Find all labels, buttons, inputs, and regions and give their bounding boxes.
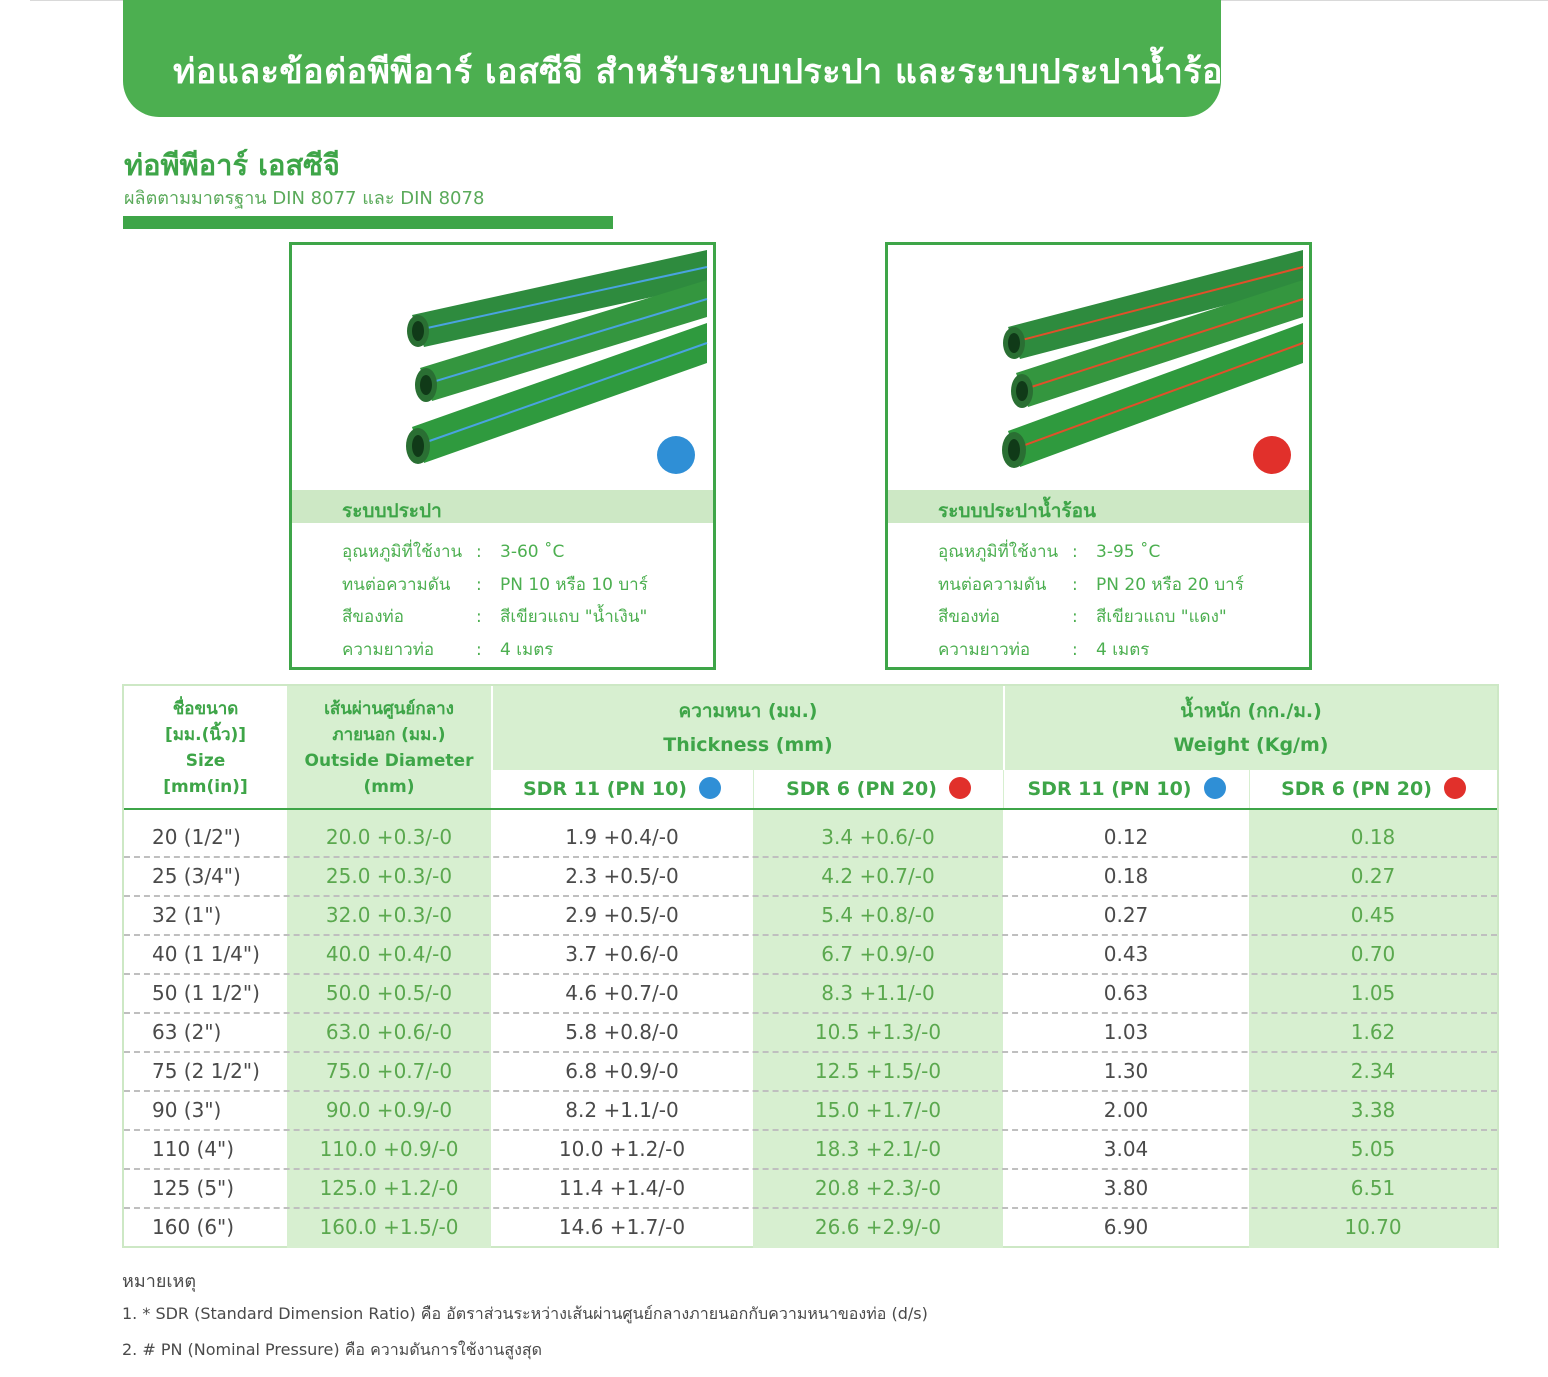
spec-row: สีของท่อ : สีเขียวแถบ "แดง": [938, 607, 1227, 627]
table-cell-w6: 1.05: [1350, 981, 1396, 1005]
table-cell-t11: 5.8 +0.8/-0: [565, 1020, 679, 1044]
card-title: ระบบประปาน้ำร้อน: [938, 500, 1096, 522]
header-weight: น้ำหนัก (กก./ม.) Weight (Kg/m): [1003, 686, 1497, 770]
spec-row: สีของท่อ : สีเขียวแถบ "น้ำเงิน": [342, 607, 648, 627]
table-row: [124, 1091, 1497, 1130]
table-cell-w6: 2.34: [1350, 1059, 1396, 1083]
spec-row: ทนต่อความดัน : PN 10 หรือ 10 บาร์: [342, 575, 648, 595]
card-water-supply: [289, 242, 716, 670]
note-sdr: 1. * SDR (Standard Dimension Ratio) คือ อัตราส่วนระหว่างเส้นผ่านศูนย์กลางภายนอกกับความหนาของท่อ (d/s): [122, 1304, 928, 1323]
table-row: [124, 818, 1497, 857]
spec-row: ความยาวท่อ : 4 เมตร: [342, 640, 554, 660]
table-cell-t6: 4.2 +0.7/-0: [821, 864, 935, 888]
table-cell-od: 160.0 +1.5/-0: [319, 1215, 459, 1239]
header-banner: [123, 0, 1247, 117]
table-cell-t11: 3.7 +0.6/-0: [565, 942, 679, 966]
header-outside-diameter: เส้นผ่านศูนย์กลาง ภายนอก (มม.) Outside Diameter (mm): [287, 686, 491, 808]
table-cell-w11: 0.18: [1103, 864, 1149, 888]
table-cell-w6: 6.51: [1350, 1176, 1396, 1200]
note-pn: 2. # PN (Nominal Pressure) คือ ความดันการใช้งานสูงสุด: [122, 1340, 543, 1359]
card-header: [888, 490, 1309, 523]
table-cell-size: 110 (4"): [152, 1137, 235, 1161]
table-cell-w11: 1.03: [1103, 1020, 1149, 1044]
red-dot-icon: [949, 777, 971, 799]
header-thickness-sdr11: SDR 11 (PN 10): [491, 770, 753, 808]
table-cell-size: 90 (3"): [152, 1098, 222, 1122]
card-title: ระบบประปา: [342, 500, 442, 522]
table-cell-t11: 4.6 +0.7/-0: [565, 981, 679, 1005]
table-row: [124, 896, 1497, 935]
table-cell-od: 20.0 +0.3/-0: [325, 825, 453, 849]
table-cell-size: 40 (1 1/4"): [152, 942, 260, 966]
header-weight-sdr6: SDR 6 (PN 20): [1249, 770, 1497, 808]
table-cell-t11: 11.4 +1.4/-0: [558, 1176, 686, 1200]
table-cell-t6: 5.4 +0.8/-0: [821, 903, 935, 927]
blue-indicator-icon: [657, 436, 695, 474]
table-cell-t11: 14.6 +1.7/-0: [558, 1215, 686, 1239]
table-cell-w6: 0.70: [1350, 942, 1396, 966]
table-cell-t11: 10.0 +1.2/-0: [558, 1137, 686, 1161]
blue-dot-icon: [1204, 777, 1226, 799]
pipes-icon: [292, 245, 713, 490]
table-row: [124, 974, 1497, 1013]
header-weight-sdr11: SDR 11 (PN 10): [1003, 770, 1249, 808]
table-cell-size: 20 (1/2"): [152, 825, 241, 849]
table-cell-size: 32 (1"): [152, 903, 222, 927]
table-cell-od: 63.0 +0.6/-0: [325, 1020, 453, 1044]
table-cell-size: 63 (2"): [152, 1020, 222, 1044]
header-size: ชื่อขนาด [มม.(นิ้ว)] Size [mm(in)]: [124, 686, 287, 808]
table-cell-w6: 0.27: [1350, 864, 1396, 888]
spec-row: อุณหภูมิที่ใช้งาน : 3-95 ˚C: [938, 542, 1161, 562]
table-cell-w11: 0.12: [1103, 825, 1149, 849]
table-cell-w6: 1.62: [1350, 1020, 1396, 1044]
table-cell-od: 25.0 +0.3/-0: [325, 864, 453, 888]
pipe-spec-table: [122, 684, 1499, 1248]
table-cell-size: 25 (3/4"): [152, 864, 241, 888]
pipes-icon: [888, 245, 1309, 490]
banner-title: ท่อและข้อต่อพีพีอาร์ เอสซีจี สำหรับระบบประปา และระบบประปาน้ำร้อน: [173, 52, 1247, 92]
header-thickness-sdr6: SDR 6 (PN 20): [753, 770, 1003, 808]
notes-title: หมายเหตุ: [122, 1271, 197, 1292]
table-cell-t11: 6.8 +0.9/-0: [565, 1059, 679, 1083]
table-cell-t6: 8.3 +1.1/-0: [821, 981, 935, 1005]
table-cell-t11: 8.2 +1.1/-0: [565, 1098, 679, 1122]
table-cell-w11: 0.63: [1103, 981, 1149, 1005]
table-cell-t11: 2.9 +0.5/-0: [565, 903, 679, 927]
card-header: [292, 490, 713, 523]
table-cell-od: 40.0 +0.4/-0: [325, 942, 453, 966]
table-cell-t6: 6.7 +0.9/-0: [821, 942, 935, 966]
section-underline: [123, 216, 613, 229]
red-dot-icon: [1444, 777, 1466, 799]
table-cell-w11: 3.04: [1103, 1137, 1149, 1161]
table-cell-w6: 0.18: [1350, 825, 1396, 849]
table-cell-t6: 12.5 +1.5/-0: [814, 1059, 942, 1083]
table-row: [124, 1013, 1497, 1052]
card-hot-water-supply: [885, 242, 1312, 670]
header-thickness: ความหนา (มม.) Thickness (mm): [491, 686, 1003, 770]
table-cell-w6: 10.70: [1344, 1215, 1402, 1239]
table-cell-t11: 1.9 +0.4/-0: [565, 825, 679, 849]
section-subtitle: ผลิตตามมาตรฐาน DIN 8077 และ DIN 8078: [124, 188, 485, 209]
table-row: [124, 1169, 1497, 1208]
pipe-image-red: [888, 245, 1309, 490]
table-cell-od: 32.0 +0.3/-0: [325, 903, 453, 927]
table-cell-w11: 6.90: [1103, 1215, 1149, 1239]
table-cell-size: 75 (2 1/2"): [152, 1059, 260, 1083]
table-cell-od: 90.0 +0.9/-0: [325, 1098, 453, 1122]
table-cell-size: 125 (5"): [152, 1176, 235, 1200]
spec-row: ความยาวท่อ : 4 เมตร: [938, 640, 1150, 660]
table-row: [124, 1208, 1497, 1247]
spec-row: อุณหภูมิที่ใช้งาน : 3-60 ˚C: [342, 542, 565, 562]
table-cell-t6: 3.4 +0.6/-0: [821, 825, 935, 849]
table-cell-t11: 2.3 +0.5/-0: [565, 864, 679, 888]
table-cell-size: 50 (1 1/2"): [152, 981, 260, 1005]
red-indicator-icon: [1253, 436, 1291, 474]
table-cell-t6: 15.0 +1.7/-0: [814, 1098, 942, 1122]
table-cell-w11: 1.30: [1103, 1059, 1149, 1083]
table-cell-t6: 10.5 +1.3/-0: [814, 1020, 942, 1044]
table-cell-w11: 0.43: [1103, 942, 1149, 966]
table-row: [124, 1130, 1497, 1169]
pipe-image-blue: [292, 245, 713, 490]
table-cell-od: 125.0 +1.2/-0: [319, 1176, 459, 1200]
table-cell-w6: 3.38: [1350, 1098, 1396, 1122]
table-cell-t6: 26.6 +2.9/-0: [814, 1215, 942, 1239]
table-row: [124, 857, 1497, 896]
table-cell-w11: 3.80: [1103, 1176, 1149, 1200]
section-title: ท่อพีพีอาร์ เอสซีจี: [124, 148, 340, 182]
table-cell-size: 160 (6"): [152, 1215, 235, 1239]
table-cell-w6: 0.45: [1350, 903, 1396, 927]
table-row: [124, 935, 1497, 974]
table-cell-t6: 20.8 +2.3/-0: [814, 1176, 942, 1200]
table-cell-t6: 18.3 +2.1/-0: [814, 1137, 942, 1161]
table-header: [124, 686, 1497, 810]
table-cell-w6: 5.05: [1350, 1137, 1396, 1161]
table-row: [124, 1052, 1497, 1091]
spec-row: ทนต่อความดัน : PN 20 หรือ 20 บาร์: [938, 575, 1244, 595]
table-cell-w11: 0.27: [1103, 903, 1149, 927]
blue-dot-icon: [699, 777, 721, 799]
table-cell-od: 110.0 +0.9/-0: [319, 1137, 459, 1161]
table-cell-od: 75.0 +0.7/-0: [325, 1059, 453, 1083]
table-cell-od: 50.0 +0.5/-0: [325, 981, 453, 1005]
table-cell-w11: 2.00: [1103, 1098, 1149, 1122]
